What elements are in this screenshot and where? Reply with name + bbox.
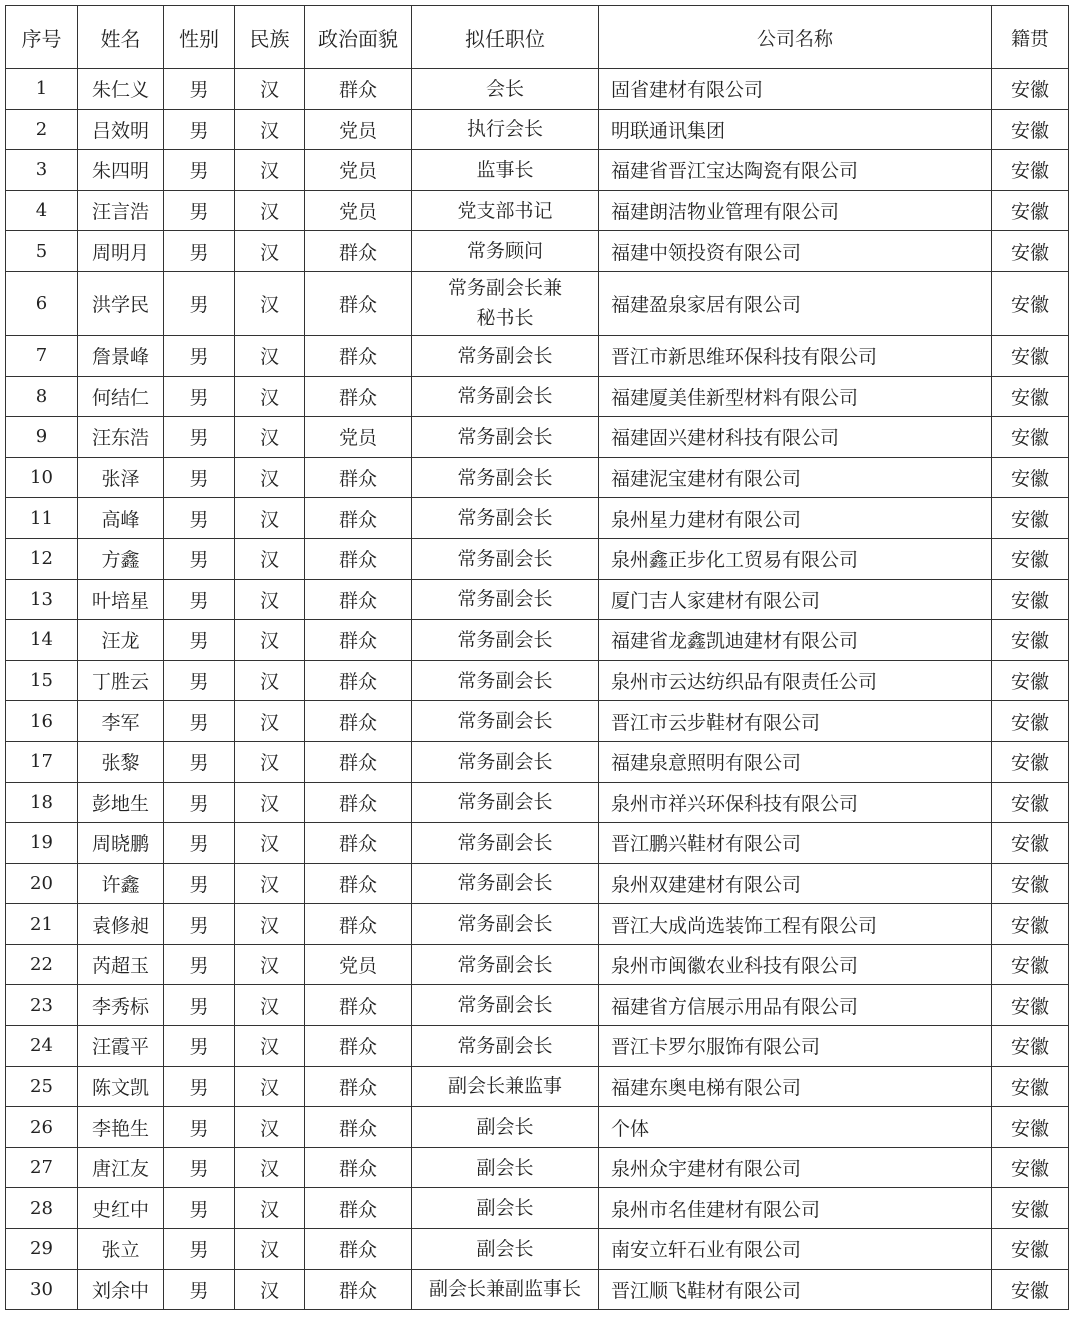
- cell-political: 群众: [305, 1066, 412, 1107]
- cell-gender: 男: [164, 620, 235, 661]
- cell-ethnicity: 汉: [235, 620, 305, 661]
- cell-name: 李艳生: [78, 1107, 164, 1148]
- cell-company: 晋江市云步鞋材有限公司: [599, 701, 992, 742]
- cell-ethnicity: 汉: [235, 863, 305, 904]
- cell-political: 群众: [305, 741, 412, 782]
- cell-company: 南安立轩石业有限公司: [599, 1229, 992, 1270]
- cell-ethnicity: 汉: [235, 457, 305, 498]
- cell-position: 常务副会长: [412, 985, 599, 1026]
- header-position: 拟任职位: [412, 6, 599, 69]
- cell-position: 党支部书记: [412, 190, 599, 231]
- cell-position: 监事长: [412, 150, 599, 191]
- cell-company: 泉州市闽徽农业科技有限公司: [599, 944, 992, 985]
- cell-name: 史红中: [78, 1188, 164, 1229]
- cell-position: [412, 271, 599, 335]
- cell-company: 福建省龙鑫凯迪建材有限公司: [599, 620, 992, 661]
- cell-ethnicity: 汉: [235, 1107, 305, 1148]
- cell-name: 张黎: [78, 741, 164, 782]
- cell-position: 常务副会长: [412, 620, 599, 661]
- cell-origin: 安徽: [992, 823, 1069, 864]
- cell-political: 群众: [305, 863, 412, 904]
- table-row: [6, 271, 1069, 335]
- cell-seq: 28: [6, 1188, 78, 1229]
- table-row: [6, 1026, 1069, 1067]
- table-row: [6, 231, 1069, 272]
- cell-name: 张立: [78, 1229, 164, 1270]
- header-name: 姓名: [78, 6, 164, 69]
- cell-seq: 24: [6, 1026, 78, 1067]
- cell-political: 群众: [305, 457, 412, 498]
- cell-gender: 男: [164, 1026, 235, 1067]
- cell-company: 福建固兴建材科技有限公司: [599, 417, 992, 458]
- cell-position: 副会长: [412, 1188, 599, 1229]
- cell-seq: 19: [6, 823, 78, 864]
- cell-position: 常务副会长: [412, 741, 599, 782]
- cell-ethnicity: 汉: [235, 109, 305, 150]
- table-row: [6, 417, 1069, 458]
- cell-ethnicity: 汉: [235, 231, 305, 272]
- cell-company: 福建泉意照明有限公司: [599, 741, 992, 782]
- cell-origin: 安徽: [992, 579, 1069, 620]
- cell-name: 洪学民: [78, 271, 164, 335]
- cell-political: 党员: [305, 109, 412, 150]
- cell-gender: 男: [164, 231, 235, 272]
- table-row: [6, 660, 1069, 701]
- cell-seq: 23: [6, 985, 78, 1026]
- cell-ethnicity: 汉: [235, 190, 305, 231]
- cell-name: 刘余中: [78, 1269, 164, 1310]
- cell-origin: 安徽: [992, 741, 1069, 782]
- cell-political: 群众: [305, 660, 412, 701]
- cell-political: 群众: [305, 1147, 412, 1188]
- header-political: 政治面貌: [305, 6, 412, 69]
- cell-company: 泉州星力建材有限公司: [599, 498, 992, 539]
- cell-name: 陈文凯: [78, 1066, 164, 1107]
- cell-political: 群众: [305, 69, 412, 110]
- cell-political: 群众: [305, 1229, 412, 1270]
- cell-gender: 男: [164, 660, 235, 701]
- cell-seq: 14: [6, 620, 78, 661]
- cell-gender: 男: [164, 150, 235, 191]
- table-row: [6, 985, 1069, 1026]
- cell-gender: 男: [164, 1107, 235, 1148]
- cell-origin: 安徽: [992, 376, 1069, 417]
- cell-name: 李秀标: [78, 985, 164, 1026]
- header-origin: 籍贯: [992, 6, 1069, 69]
- table-row: [6, 1107, 1069, 1148]
- table-row: [6, 579, 1069, 620]
- cell-gender: 男: [164, 69, 235, 110]
- cell-seq: 2: [6, 109, 78, 150]
- cell-gender: 男: [164, 741, 235, 782]
- cell-seq: 20: [6, 863, 78, 904]
- cell-ethnicity: 汉: [235, 985, 305, 1026]
- cell-origin: 安徽: [992, 150, 1069, 191]
- position-line: 常务副会长兼: [447, 277, 562, 300]
- cell-political: 群众: [305, 1107, 412, 1148]
- table-row: [6, 457, 1069, 498]
- table-row: [6, 1066, 1069, 1107]
- cell-seq: 29: [6, 1229, 78, 1270]
- cell-company: 个体: [599, 1107, 992, 1148]
- cell-company: 明联通讯集团: [599, 109, 992, 150]
- cell-ethnicity: 汉: [235, 1026, 305, 1067]
- cell-seq: 17: [6, 741, 78, 782]
- table-row: [6, 620, 1069, 661]
- cell-gender: 男: [164, 1229, 235, 1270]
- table-row: [6, 904, 1069, 945]
- cell-origin: 安徽: [992, 109, 1069, 150]
- cell-seq: 9: [6, 417, 78, 458]
- cell-name: 李军: [78, 701, 164, 742]
- cell-political: 群众: [305, 335, 412, 376]
- table-row: [6, 335, 1069, 376]
- header-ethnicity: 民族: [235, 6, 305, 69]
- cell-company: 晋江鹏兴鞋材有限公司: [599, 823, 992, 864]
- cell-company: 厦门吉人家建材有限公司: [599, 579, 992, 620]
- cell-company: 泉州众宇建材有限公司: [599, 1147, 992, 1188]
- cell-ethnicity: 汉: [235, 1188, 305, 1229]
- cell-seq: 15: [6, 660, 78, 701]
- cell-ethnicity: 汉: [235, 417, 305, 458]
- cell-seq: 16: [6, 701, 78, 742]
- cell-company: 福建东奥电梯有限公司: [599, 1066, 992, 1107]
- cell-political: 群众: [305, 498, 412, 539]
- cell-position: 常务副会长: [412, 904, 599, 945]
- cell-position: 副会长兼副监事长: [412, 1269, 599, 1310]
- cell-company: 福建朗洁物业管理有限公司: [599, 190, 992, 231]
- cell-political: 群众: [305, 620, 412, 661]
- cell-name: 汪东浩: [78, 417, 164, 458]
- cell-gender: 男: [164, 1147, 235, 1188]
- cell-gender: 男: [164, 1269, 235, 1310]
- cell-company: 福建厦美佳新型材料有限公司: [599, 376, 992, 417]
- table-row: [6, 741, 1069, 782]
- cell-name: 詹景峰: [78, 335, 164, 376]
- cell-company: 晋江顺飞鞋材有限公司: [599, 1269, 992, 1310]
- cell-political: 群众: [305, 1269, 412, 1310]
- position-line: 秘书长: [476, 307, 534, 330]
- cell-seq: 6: [6, 271, 78, 335]
- cell-origin: 安徽: [992, 190, 1069, 231]
- cell-seq: 7: [6, 335, 78, 376]
- cell-seq: 10: [6, 457, 78, 498]
- cell-company: 福建盈泉家居有限公司: [599, 271, 992, 335]
- cell-company: 福建中领投资有限公司: [599, 231, 992, 272]
- cell-origin: 安徽: [992, 782, 1069, 823]
- cell-political: 群众: [305, 985, 412, 1026]
- cell-origin: 安徽: [992, 1026, 1069, 1067]
- table-row: [6, 190, 1069, 231]
- table-row: [6, 376, 1069, 417]
- cell-ethnicity: 汉: [235, 335, 305, 376]
- cell-gender: 男: [164, 538, 235, 579]
- cell-name: 唐江友: [78, 1147, 164, 1188]
- cell-name: 汪言浩: [78, 190, 164, 231]
- cell-gender: 男: [164, 701, 235, 742]
- cell-seq: 3: [6, 150, 78, 191]
- cell-gender: 男: [164, 1066, 235, 1107]
- cell-ethnicity: 汉: [235, 538, 305, 579]
- cell-name: 朱四明: [78, 150, 164, 191]
- cell-political: 群众: [305, 1026, 412, 1067]
- cell-gender: 男: [164, 335, 235, 376]
- cell-political: 群众: [305, 231, 412, 272]
- cell-origin: 安徽: [992, 1066, 1069, 1107]
- cell-ethnicity: 汉: [235, 741, 305, 782]
- cell-position: 副会长: [412, 1147, 599, 1188]
- cell-company: 晋江市新思维环保科技有限公司: [599, 335, 992, 376]
- cell-political: 群众: [305, 376, 412, 417]
- cell-seq: 21: [6, 904, 78, 945]
- cell-seq: 13: [6, 579, 78, 620]
- cell-origin: 安徽: [992, 620, 1069, 661]
- cell-name: 周明月: [78, 231, 164, 272]
- cell-company: 晋江卡罗尔服饰有限公司: [599, 1026, 992, 1067]
- member-table: [5, 5, 1069, 1310]
- cell-position: 常务副会长: [412, 782, 599, 823]
- cell-seq: 27: [6, 1147, 78, 1188]
- table-row: [6, 538, 1069, 579]
- cell-gender: 男: [164, 823, 235, 864]
- cell-seq: 1: [6, 69, 78, 110]
- cell-political: 群众: [305, 1188, 412, 1229]
- cell-political: 群众: [305, 904, 412, 945]
- cell-position: 常务副会长: [412, 863, 599, 904]
- cell-seq: 30: [6, 1269, 78, 1310]
- cell-ethnicity: 汉: [235, 701, 305, 742]
- cell-position: 常务副会长: [412, 1026, 599, 1067]
- cell-company: 固省建材有限公司: [599, 69, 992, 110]
- cell-ethnicity: 汉: [235, 69, 305, 110]
- table-row: [6, 944, 1069, 985]
- cell-gender: 男: [164, 498, 235, 539]
- cell-ethnicity: 汉: [235, 944, 305, 985]
- header-company: 公司名称: [599, 6, 992, 69]
- cell-gender: 男: [164, 579, 235, 620]
- header-seq: 序号: [6, 6, 78, 69]
- cell-ethnicity: 汉: [235, 904, 305, 945]
- table-row: [6, 1147, 1069, 1188]
- cell-company: 福建省晋江宝达陶瓷有限公司: [599, 150, 992, 191]
- cell-origin: 安徽: [992, 1107, 1069, 1148]
- cell-position: 常务副会长: [412, 579, 599, 620]
- cell-origin: 安徽: [992, 417, 1069, 458]
- table-row: [6, 150, 1069, 191]
- cell-seq: 25: [6, 1066, 78, 1107]
- cell-political: 党员: [305, 190, 412, 231]
- cell-position: 会长: [412, 69, 599, 110]
- header-gender: 性别: [164, 6, 235, 69]
- cell-position: 常务副会长: [412, 538, 599, 579]
- cell-origin: 安徽: [992, 863, 1069, 904]
- table-row: [6, 109, 1069, 150]
- header-row: [6, 6, 1069, 69]
- cell-company: 泉州市祥兴环保科技有限公司: [599, 782, 992, 823]
- cell-name: 许鑫: [78, 863, 164, 904]
- cell-seq: 26: [6, 1107, 78, 1148]
- cell-position: 副会长: [412, 1107, 599, 1148]
- cell-origin: 安徽: [992, 271, 1069, 335]
- cell-name: 汪霞平: [78, 1026, 164, 1067]
- cell-name: 吕效明: [78, 109, 164, 150]
- cell-position: 副会长兼监事: [412, 1066, 599, 1107]
- cell-ethnicity: 汉: [235, 150, 305, 191]
- cell-position: 执行会长: [412, 109, 599, 150]
- cell-ethnicity: 汉: [235, 271, 305, 335]
- cell-seq: 18: [6, 782, 78, 823]
- cell-gender: 男: [164, 190, 235, 231]
- table-row: [6, 1188, 1069, 1229]
- cell-company: 福建省方信展示用品有限公司: [599, 985, 992, 1026]
- cell-political: 群众: [305, 538, 412, 579]
- cell-position: 常务副会长: [412, 376, 599, 417]
- cell-position: 常务副会长: [412, 417, 599, 458]
- cell-gender: 男: [164, 417, 235, 458]
- cell-political: 群众: [305, 823, 412, 864]
- cell-seq: 4: [6, 190, 78, 231]
- cell-name: 高峰: [78, 498, 164, 539]
- table-row: [6, 863, 1069, 904]
- cell-political: 党员: [305, 944, 412, 985]
- cell-origin: 安徽: [992, 1188, 1069, 1229]
- cell-company: 泉州双建建材有限公司: [599, 863, 992, 904]
- cell-gender: 男: [164, 271, 235, 335]
- cell-ethnicity: 汉: [235, 1066, 305, 1107]
- cell-political: 党员: [305, 150, 412, 191]
- cell-origin: 安徽: [992, 231, 1069, 272]
- cell-position: 常务副会长: [412, 457, 599, 498]
- cell-seq: 5: [6, 231, 78, 272]
- cell-origin: 安徽: [992, 1229, 1069, 1270]
- table-body: [6, 69, 1069, 1310]
- cell-ethnicity: 汉: [235, 660, 305, 701]
- cell-name: 朱仁义: [78, 69, 164, 110]
- cell-name: 何结仁: [78, 376, 164, 417]
- cell-political: 党员: [305, 417, 412, 458]
- cell-ethnicity: 汉: [235, 823, 305, 864]
- cell-company: 泉州市云达纺织品有限责任公司: [599, 660, 992, 701]
- cell-ethnicity: 汉: [235, 1147, 305, 1188]
- table-row: [6, 1229, 1069, 1270]
- table-row: [6, 498, 1069, 539]
- cell-position: 副会长: [412, 1229, 599, 1270]
- cell-name: 叶培星: [78, 579, 164, 620]
- cell-company: 晋江大成尚选装饰工程有限公司: [599, 904, 992, 945]
- cell-name: 汪龙: [78, 620, 164, 661]
- cell-origin: 安徽: [992, 660, 1069, 701]
- cell-origin: 安徽: [992, 944, 1069, 985]
- cell-origin: 安徽: [992, 69, 1069, 110]
- cell-origin: 安徽: [992, 904, 1069, 945]
- cell-origin: 安徽: [992, 457, 1069, 498]
- cell-gender: 男: [164, 109, 235, 150]
- cell-origin: 安徽: [992, 335, 1069, 376]
- cell-name: 芮超玉: [78, 944, 164, 985]
- cell-gender: 男: [164, 904, 235, 945]
- cell-position: 常务副会长: [412, 701, 599, 742]
- table-row: [6, 701, 1069, 742]
- cell-position: 常务顾问: [412, 231, 599, 272]
- cell-origin: 安徽: [992, 1269, 1069, 1310]
- cell-ethnicity: 汉: [235, 376, 305, 417]
- cell-political: 群众: [305, 782, 412, 823]
- cell-origin: 安徽: [992, 498, 1069, 539]
- cell-political: 群众: [305, 579, 412, 620]
- cell-name: 周晓鹏: [78, 823, 164, 864]
- cell-origin: 安徽: [992, 538, 1069, 579]
- cell-ethnicity: 汉: [235, 579, 305, 620]
- cell-seq: 22: [6, 944, 78, 985]
- cell-ethnicity: 汉: [235, 782, 305, 823]
- cell-gender: 男: [164, 944, 235, 985]
- table-row: [6, 782, 1069, 823]
- cell-position: 常务副会长: [412, 944, 599, 985]
- cell-company: 泉州鑫正步化工贸易有限公司: [599, 538, 992, 579]
- table-row: [6, 823, 1069, 864]
- cell-political: 群众: [305, 701, 412, 742]
- cell-seq: 8: [6, 376, 78, 417]
- cell-gender: 男: [164, 1188, 235, 1229]
- cell-company: 泉州市名佳建材有限公司: [599, 1188, 992, 1229]
- cell-position: 常务副会长: [412, 498, 599, 539]
- cell-gender: 男: [164, 782, 235, 823]
- cell-origin: 安徽: [992, 985, 1069, 1026]
- cell-seq: 11: [6, 498, 78, 539]
- cell-name: 彭地生: [78, 782, 164, 823]
- cell-political: 群众: [305, 271, 412, 335]
- cell-name: 方鑫: [78, 538, 164, 579]
- table-row: [6, 69, 1069, 110]
- cell-name: 袁修昶: [78, 904, 164, 945]
- cell-name: 张泽: [78, 457, 164, 498]
- cell-seq: 12: [6, 538, 78, 579]
- cell-origin: 安徽: [992, 701, 1069, 742]
- cell-gender: 男: [164, 376, 235, 417]
- cell-gender: 男: [164, 985, 235, 1026]
- cell-company: 福建泥宝建材有限公司: [599, 457, 992, 498]
- table-row: [6, 1269, 1069, 1310]
- cell-ethnicity: 汉: [235, 1229, 305, 1270]
- cell-gender: 男: [164, 863, 235, 904]
- cell-position: 常务副会长: [412, 823, 599, 864]
- cell-gender: 男: [164, 457, 235, 498]
- cell-name: 丁胜云: [78, 660, 164, 701]
- cell-ethnicity: 汉: [235, 1269, 305, 1310]
- cell-position: 常务副会长: [412, 660, 599, 701]
- cell-position: 常务副会长: [412, 335, 599, 376]
- cell-ethnicity: 汉: [235, 498, 305, 539]
- cell-origin: 安徽: [992, 1147, 1069, 1188]
